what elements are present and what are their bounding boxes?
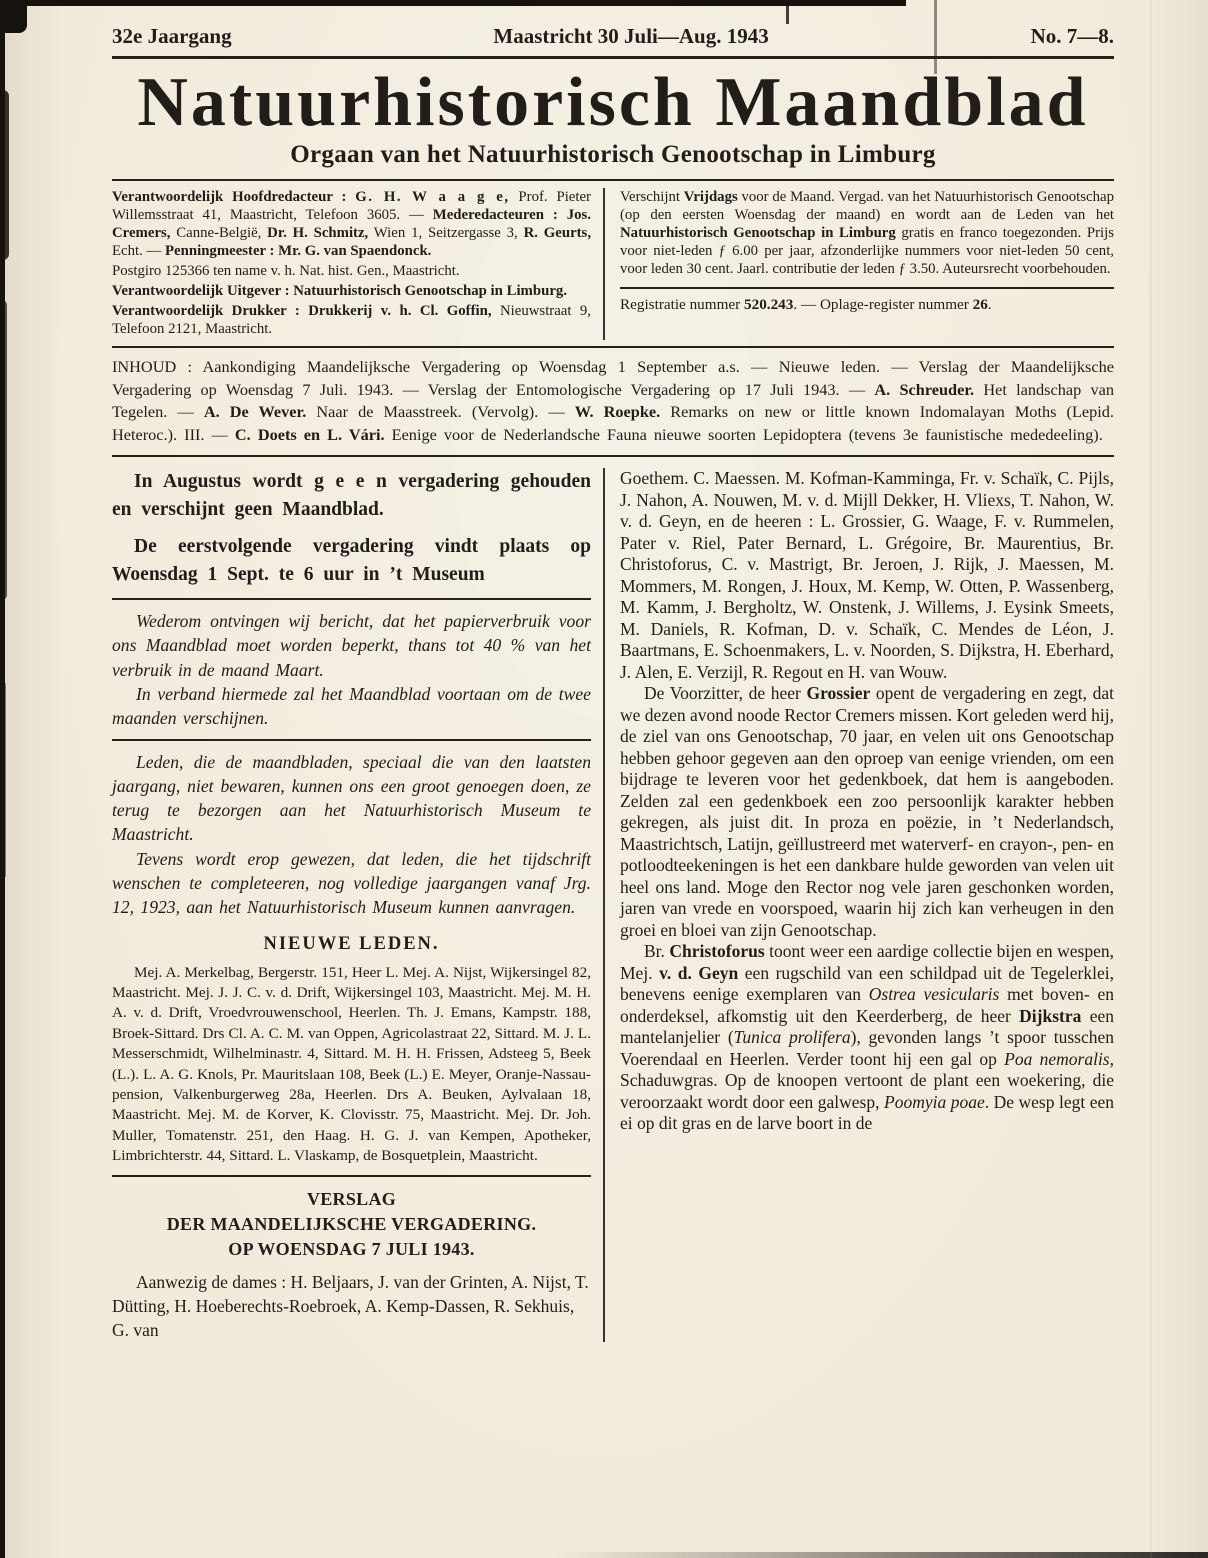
attendance-continuation-paragraph: Goethem. C. Maessen. M. Kofman-Kamminga, Fr. v. Schaïk, C. Pijls, J. Nahon, A. Nouwen, M. v. d. Mijll Dekker, H. Vliexs, T. Nahon, W. v. d. Geyn, en de heeren : L. Grossier, G. Waage, F. v. Rummelen, Pater v. Riel, Pater Bernard, L. Grégoire, Br. Maurentius, Br. Christoforus, C. v. Mastrigt, Br. Jeroen, J. Rijk, J. Maessen, M. Mommers, M. Rongen, J. Houx, M. Kemp, W. Otten, P. Wassenberg, M. Kamm, J. Bergholtz, W. Onstenk, J. Willems, J. Eysink Smeets, M. Daniels, R. Kofman, D. v. Schaïk, C. Mendes de Léon, J. Baartmans, E. Schoenmakers, L. v. Noorden, S. Dijkstra, H. Eberhard, J. Alen, E. Verzijl, R. Regout en H. van Wouw. (620, 468, 1114, 682)
new-members-heading: NIEUWE LEDEN. (263, 933, 440, 954)
report-heading-line: DER MAANDELIJKSCHE VERGADERING. (166, 1213, 537, 1234)
right-column (605, 468, 1114, 1342)
announcement-next-meeting: De eerstvolgende vergadering vindt plaats op Woensdag 1 Sept. te 6 uur in ’t Museum (112, 536, 591, 585)
paper-restriction-notice: Wederom ontvingen wij bericht, dat het papierverbruik voor ons Maandblad moet worden beperkt, thans tot 40 % van het verbruik in de maand Maart. (112, 611, 591, 680)
paper-crease (1150, 0, 1152, 1558)
journal-subtitle: Orgaan van het Natuurhistorisch Genootschap in Limburg (290, 141, 936, 169)
return-issues-notice: Leden, die de maandbladen, speciaal die van den laatsten jaargang, niet bewaren, kunnen ons een groot genoegen doen, ze terug te bezorgen aan het Natuurhistorisch Museum te Maastricht. (112, 751, 591, 845)
left-column (112, 468, 603, 1342)
scan-tick-top-center (786, 0, 789, 24)
specimens-paragraph: Br. Christoforus toont weer een aardige collectie bijen en wespen, Mej. v. d. Geyn een rugschild van een schildpad uit de Tegelerklei, benevens eenige exemplaren van Ostrea vesicularis met boven- en onderdeksel, afkomstig uit den Keerderberg, de heer Dijkstra een mantelanjelier (Tunica prolifera), gevonden langs ’t spoor tusschen Voerendaal en Heerlen. Verder toont hij een gal op Poa nemoralis, Schaduwgras. Op de knoopen vertoont de plant een woekering, die veroorzaakt wordt door een galwesp, Poomyia poae. De wesp legt een ei op dit gras en de larve boort in de (620, 941, 1115, 1134)
registration-line: Registratie nummer 520.243. — Oplage-register nummer 26. (620, 296, 992, 314)
place-date-label: Maastricht 30 Juli—Aug. 1943 (493, 24, 769, 48)
masthead-postgiro-paragraph: Postgiro 125366 ten name v. h. Nat. hist. Gen., Maastricht. (112, 263, 460, 280)
masthead-printer-paragraph: Verantwoordelijk Drukker : Drukkerij v. h. Cl. Goffin, Nieuwstraat 9, Telefoon 2121, Maastricht. (112, 303, 591, 338)
volume-label: 32e Jaargang (112, 24, 232, 48)
registration-rule (620, 287, 1114, 289)
scan-blob-left-2 (0, 300, 7, 600)
masthead-bottom-rule (112, 346, 1114, 348)
masthead-editors-paragraph: Verantwoordelijk Hoofdredacteur : G. H. W a a g e, Prof. Pieter Willemsstraat 41, Maastricht, Telefoon 3605. — Mederedacteuren : Jos. Cremers, Canne-België, Dr. H. Schmitz, Wien 1, Seitzergasse 3, R. Geurts, Echt. — Penningmeester : Mr. G. van Spaendonck. (112, 189, 592, 260)
new-members-list: Mej. A. Merkelbag, Bergerstr. 151, Heer L. Mej. A. Nijst, Wijkersingel 82, Maastricht. Mej. J. J. C. v. d. Drift, Wijkersingel 103, Maastricht. Mej. M. H. A. v. d. Drift, Vroedvrouwenschool, Heerlen. Th. J. Emans, Kampstr. 188, Broek-Sittard. Drs Cl. A. C. M. van Oppen, Agricolastraat 22, Sittard. M. J. L. Messerschmidt, Wilhelminastr. 4, Sittard. M. H. H. Frissen, Adsteeg 5, Beek (L.). L. A. G. Knols, Pr. Mauritslaan 108, Beek (L.) E. Meyer, Oranje-Nassau-pension, Valkenburgerweg 28a, Heerlen. Drs A. Beuken, Aylvalaan 18, Maastricht. Mej. M. de Korver, K. Clovisstr. 75, Maastricht. Mej. Dr. Joh. Muller, Tomatenstr. 251, den Haag. H. G. J. van Kempen, Apotheker, Limbrichterstr. 44, Sittard. L. Vlaskamp, de Bosquetplein, Maastricht. (112, 963, 591, 1165)
column-rule (112, 1175, 591, 1177)
attendance-paragraph: Aanwezig de dames : H. Beljaars, J. van der Grinten, A. Nijst, T. Dütting, H. Hoeberechts-Roebroek, A. Kemp-Dassen, R. Sekhuis, G. van (112, 1271, 589, 1340)
report-heading-line: OP WOENSDAG 7 JULI 1943. (228, 1238, 475, 1259)
issue-number: No. 7—8. (1030, 24, 1114, 48)
issue-info-row (112, 24, 1114, 49)
masthead (112, 188, 1114, 340)
contents-bottom-rule (112, 455, 1114, 457)
scan-blob-left-1 (0, 90, 9, 260)
masthead-subscription-paragraph: Verschijnt Vrijdags voor de Maand. Vergad. van het Natuurhistorisch Genootschap (op den eersten Woensdag der maand) en wordt aan de Leden van het Natuurhistorisch Genootschap in Limburg gratis en franco toegezonden. Prijs voor niet-leden ƒ 6.00 per jaar, afzonderlijke nummers voor niet-leden 50 cent, voor leden 30 cent. Jaarl. contributie der leden ƒ 3.50. Auteursrecht voorbehouden. (620, 189, 1114, 278)
scan-blob-left-3 (0, 680, 6, 880)
table-of-contents: INHOUD : Aankondiging Maandelijksche Vergadering op Woensdag 1 September a.s. — Nieuwe leden. — Verslag der Maandelijksche Vergadering op Woensdag 7 Juli. 1943. — Verslag der Entomologische Vergadering op 17 Juli 1943. — A. Schreuder. Het landschap van Tegelen. — A. De Wever. Naar de Maasstreek. (Vervolg). — W. Roepke. Remarks on new or little known Indomalayan Moths (Lepid. Heteroc.). III. — C. Doets en L. Vári. Eenige voor de Nederlandsche Fauna nieuwe soorten Lepidoptera (tevens 3e faunistische mededeeling). (112, 357, 1115, 444)
bimonthly-notice: In verband hiermede zal het Maandblad voortaan om de twee maanden verschijnen. (112, 683, 591, 729)
report-heading-line: VERSLAG (306, 1188, 397, 1209)
subtitle-rule (112, 179, 1114, 181)
journal-title: Natuurhistorisch Maandblad (137, 64, 1089, 141)
header-rule (112, 56, 1114, 59)
column-rule (112, 598, 591, 600)
scan-edge-bottom (556, 1552, 1208, 1558)
report-heading (112, 1187, 591, 1262)
masthead-editorial-block (112, 188, 603, 340)
masthead-subscription-block (605, 188, 1114, 340)
scan-edge-top (0, 0, 906, 6)
page-content (112, 24, 1114, 1342)
column-rule (112, 739, 591, 741)
announcement-no-meeting: In Augustus wordt g e e n vergadering gehouden en verschijnt geen Maandblad. (112, 471, 591, 520)
chairman-speech-paragraph: De Voorzitter, de heer Grossier opent de vergadering en zegt, dat we dezen avond noode Rector Cremers missen. Kort geleden werd hij, de ziel van ons Genootschap, 70 jaar, en velen uit ons Genootschap hebben gehoor gegeven aan den oproep van eenige vrienden, om een bijdrage te leveren voor het gedenkboek, dat hem is aangeboden. Zelden zal een gedenkboek een zoo persoonlijk karakter hebben gekregen, als juist dit. In proza en poëzie, in ’t Nederlandsch, Maastrichtsch, Latijn, geïllustreerd met waterverf- en crayon-, pen- en potloodteekeningen is het een dankbare hulde geworden van velen uit heel ons land. Moge den Rector nog vele jaren geschonken worden, jaren van vrede en voorspoed, waarin hij zich kan verheugen in den groei en bloei van zijn Genootschap. (620, 683, 1114, 940)
masthead-publisher-paragraph: Verantwoordelijk Uitgever : Natuurhistorisch Genootschap in Limburg. (112, 283, 568, 300)
complete-volumes-notice: Tevens wordt erop gewezen, dat leden, die het tijdschrift wenschen te completeeren, nog volledige jaargangen vanaf Jrg. 12, 1923, aan het Natuurhistorisch Museum kunnen aanvragen. (112, 848, 591, 918)
article-columns (112, 468, 1114, 1342)
